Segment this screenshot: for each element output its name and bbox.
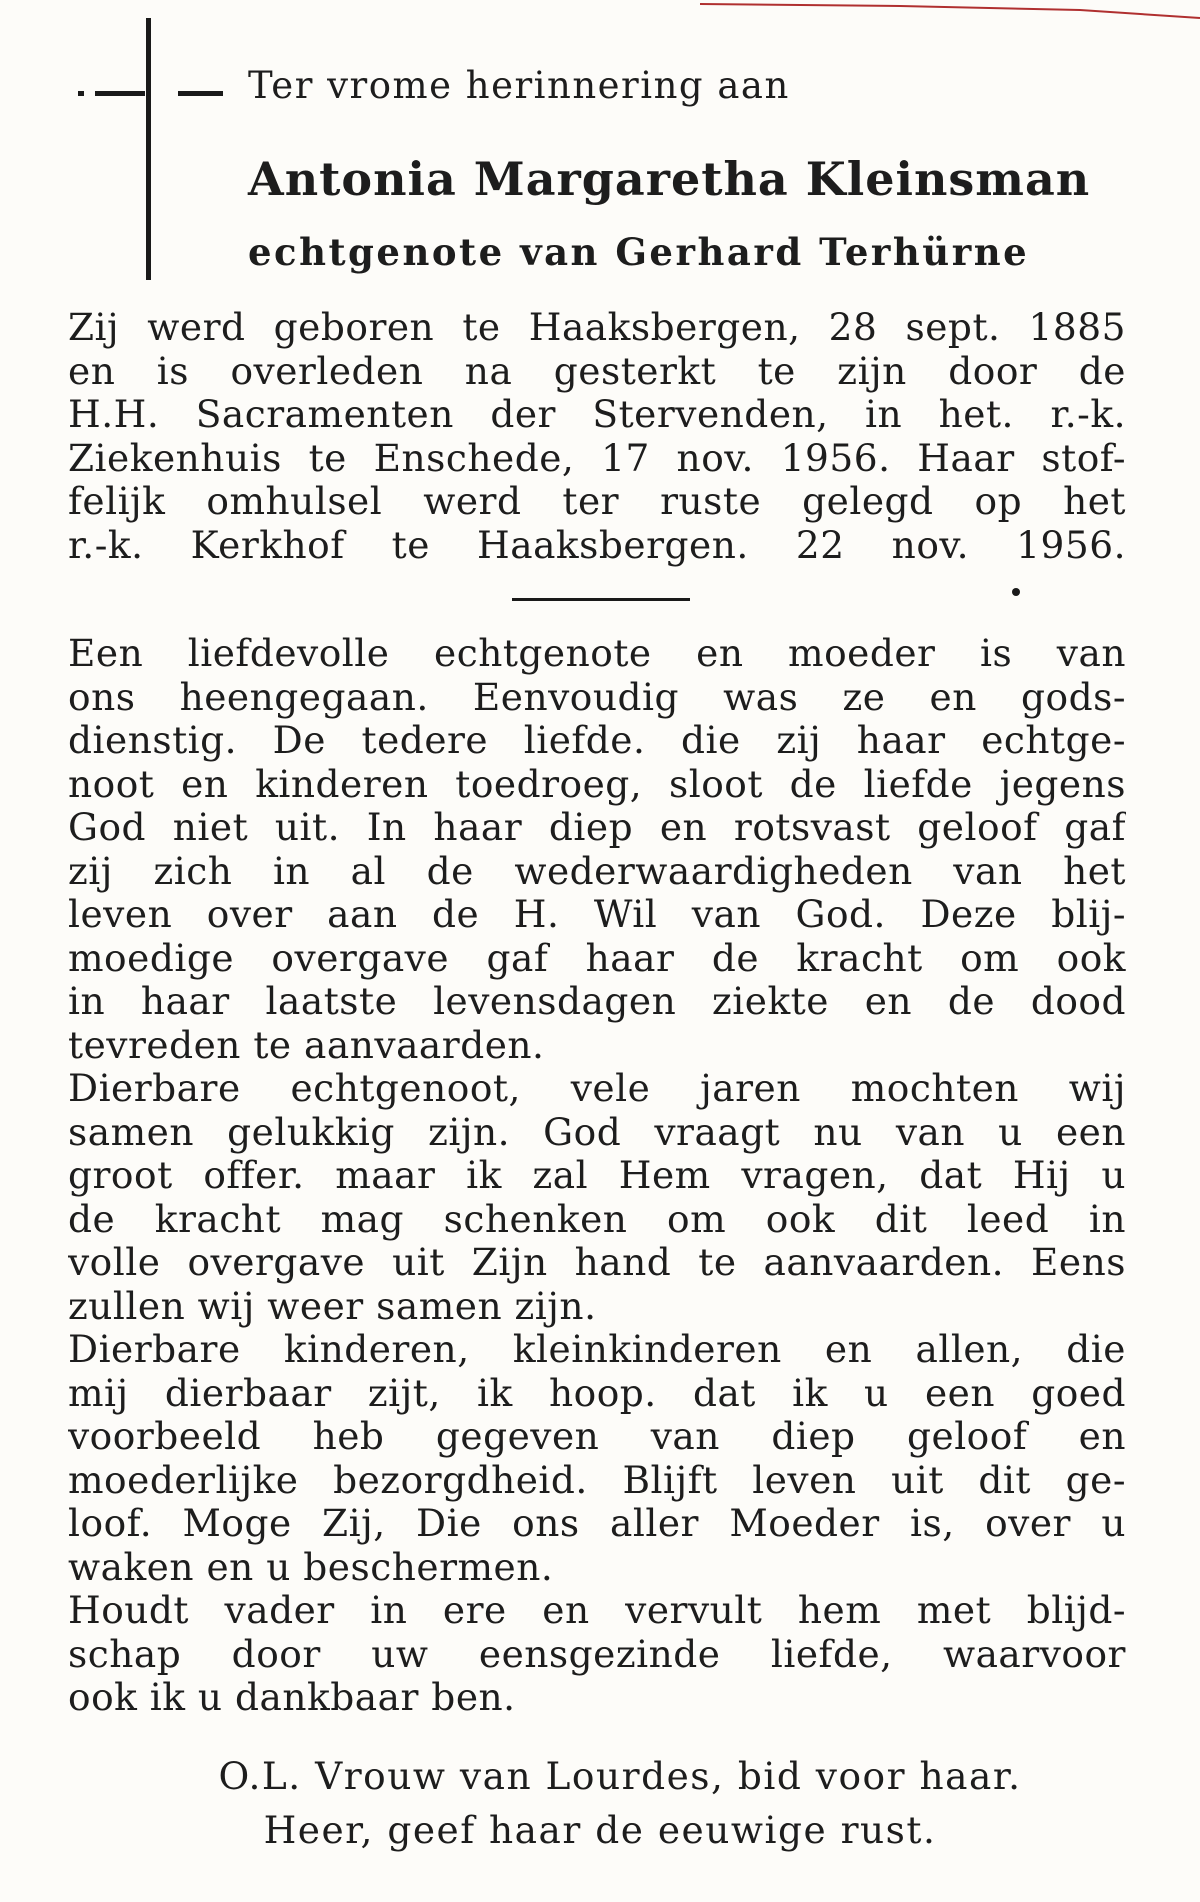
- tribute-line: samen gelukkig zijn. God vraagt nu van u een: [68, 1110, 1126, 1154]
- biography-line: Zij werd geboren te Haaksbergen, 28 sept. 1885: [68, 306, 1126, 349]
- tribute-line: Een liefdevolle echtgenote en moeder is van: [68, 632, 1126, 675]
- tribute-line: volle overgave uit Zijn hand te aanvaarden. Eens: [68, 1241, 1126, 1284]
- tribute-line: mij dierbaar zijt, ik hoop. dat ik u een goed: [68, 1371, 1126, 1415]
- tribute-line: leven over aan de H. Wil van God. Deze blij-: [68, 893, 1126, 936]
- tribute-line: schap door uw eensgezinde liefde, waarvoor: [68, 1632, 1126, 1676]
- cross-icon: [146, 18, 151, 280]
- tribute-line: Dierbare echtgenoot, vele jaren mochten wij: [68, 1067, 1126, 1110]
- tribute-line: waken en u beschermen.: [68, 1545, 554, 1589]
- tribute-line: dienstig. De tedere liefde. die zij haar echtge-: [68, 719, 1126, 762]
- tribute-line: de kracht mag schenken om ook dit leed in: [68, 1197, 1126, 1241]
- torn-edge-line: [700, 0, 1200, 22]
- divider-dot: [1012, 588, 1020, 596]
- intro-text: Ter vrome herinnering aan: [248, 64, 790, 107]
- tribute-line: moederlijke bezorgdheid. Blijft leven uit dit ge-: [68, 1458, 1126, 1502]
- biography-line: felijk omhulsel werd ter ruste gelegd op het: [68, 480, 1126, 523]
- tribute-line: voorbeeld heb gegeven van diep geloof en: [68, 1415, 1126, 1458]
- tribute-line: Houdt vader in ere en vervult hem met blijd-: [68, 1589, 1126, 1632]
- tribute-line: ons heengegaan. Eenvoudig was ze en gods-: [68, 675, 1126, 719]
- tribute-line: ook ik u dankbaar ben.: [68, 1676, 516, 1719]
- cross-dot: [78, 91, 84, 96]
- tribute-line: groot offer. maar ik zal Hem vragen, dat Hij u: [68, 1154, 1126, 1197]
- section-divider: [512, 598, 690, 601]
- tribute-line: zij zich in al de wederwaardigheden van het: [68, 849, 1126, 893]
- tribute-paragraph: [68, 632, 1126, 1720]
- biography-line: Ziekenhuis te Enschede, 17 nov. 1956. Haar stof-: [68, 436, 1126, 480]
- biography-line: H.H. Sacramenten der Stervenden, in het. r.-k.: [68, 393, 1126, 436]
- tribute-line: God niet uit. In haar diep en rotsvast geloof gaf: [68, 806, 1126, 849]
- tribute-line: Dierbare kinderen, kleinkinderen en allen, die: [68, 1328, 1126, 1371]
- tribute-line: zullen wij weer samen zijn.: [68, 1284, 597, 1328]
- tribute-line: moedige overgave gaf haar de kracht om ook: [68, 936, 1126, 980]
- biography-line: en is overleden na gesterkt te zijn door de: [68, 349, 1126, 393]
- prayer-line: O.L. Vrouw van Lourdes, bid voor haar.: [218, 1754, 1022, 1798]
- deceased-name: Antonia Margaretha Kleinsman: [248, 152, 1091, 206]
- cross-arm-right: [178, 91, 223, 96]
- spouse-line: echtgenote van Gerhard Terhürne: [248, 230, 1030, 274]
- cross-arm-left: [95, 91, 145, 96]
- biography-line: r.-k. Kerkhof te Haaksbergen. 22 nov. 1956.: [68, 523, 1126, 567]
- eternal-rest-line: Heer, geef haar de eeuwige rust.: [263, 1808, 937, 1852]
- biography-paragraph: [68, 306, 1126, 567]
- tribute-line: noot en kinderen toedroeg, sloot de liefde jegens: [68, 762, 1126, 806]
- tribute-line: in haar laatste levensdagen ziekte en de dood: [68, 980, 1126, 1023]
- tribute-line: loof. Moge Zij, Die ons aller Moeder is, over u: [68, 1502, 1126, 1545]
- tribute-line: tevreden te aanvaarden.: [68, 1023, 545, 1067]
